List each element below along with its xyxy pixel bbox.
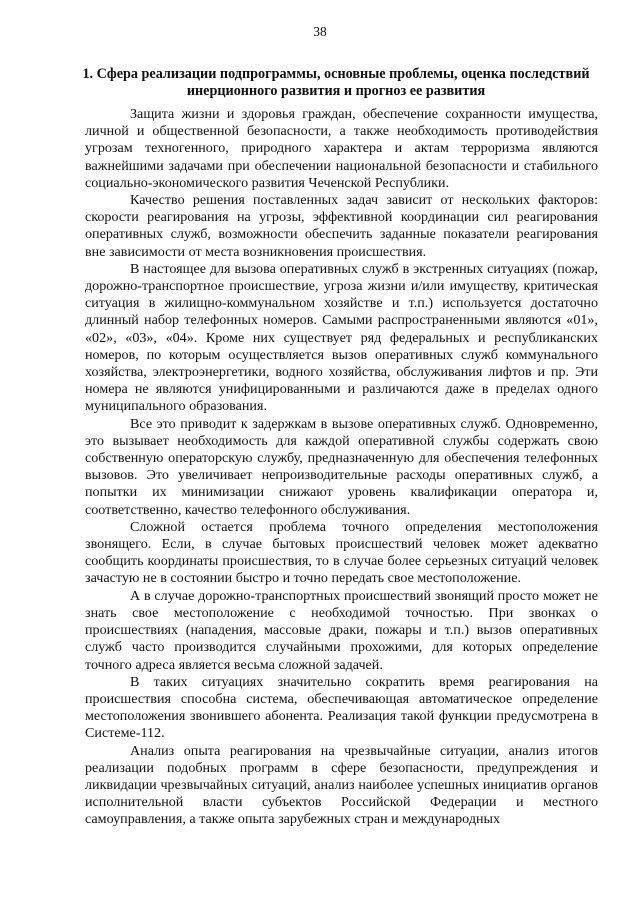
section-heading: 1. Сфера реализации подпрограммы, основные проблемы, оценка последствий инерционного развития и прогноз ее развития — [82, 66, 590, 99]
paragraph-7: В таких ситуациях значительно сократить время реагирования на происшествия способна система, обеспечивающая автоматическое определение местоположения звонившего абонента. Реализация такой функции предусмотрена в Системе-112. — [85, 673, 598, 742]
paragraph-3: В настоящее для вызова оперативных служб в экстренных ситуациях (пожар, дорожно-транспортное происшествие, угроза жизни и/или имуществу, критическая ситуация в жилищно-коммунальном хозяйстве и т.п.) используется достаточно длинный набор телефонных номеров. Самыми распространенными являются «01», «02», «03», «04». Кроме них существует ряд федеральных и республиканских номеров, по которым осуществляется вызов оперативных служб коммунального хозяйства, электроэнергетики, водного хозяйства, обслуживания лифтов и пр. Эти номера не являются унифицированными и различаются даже в пределах одного муниципального образования. — [85, 260, 598, 415]
paragraph-8: Анализ опыта реагирования на чрезвычайные ситуации, анализ итогов реализации подобных программ в сфере безопасности, предупреждения и ликвидации чрезвычайных ситуаций, анализ наиболее успешных инициатив органов исполнительной власти субъектов Российской Федерации и местного самоуправления, а также опыта зарубежных стран и международных — [85, 742, 598, 828]
paragraph-6: А в случае дорожно-транспортных происшествий звонящий просто может не знать свое местоположение с необходимой точностью. При звонках о происшествиях (нападения, массовые драки, пожары и т.п.) вызов оперативных служб часто производится случайными прохожими, для которых определение точного адреса является весьма сложной задачей. — [85, 587, 598, 673]
page-number: 38 — [313, 24, 327, 39]
paragraph-1: Защита жизни и здоровья граждан, обеспечение сохранности имущества, личной и общественной безопасности, а также необходимость противодействия угрозам техногенного, природного характера и актам терроризма являются важнейшими задачами при обеспечении национальной безопасности и стабильного социально-экономического развития Чеченской Республики. — [85, 106, 598, 191]
paragraph-4: Все это приводит к задержкам в вызове оперативных служб. Одновременно, это вызывает необходимость для каждой оперативной службы содержать свою собственную операторскую службу, предназначенную для обеспечения телефонных вызовов. Это увеличивает непроизводительные расходы оперативных служб, а попытки их минимизации снижают уровень квалификации оператора и, соответственно, качество телефонного обслуживания. — [85, 415, 598, 518]
paragraph-5: Сложной остается проблема точного определения местоположения звонящего. Если, в случае бытовых происшествий человек может адекватно сообщить координаты происшествия, то в случае более серьезных ситуаций человек зачастую не в состоянии быстро и точно передать свое местоположение. — [85, 518, 598, 587]
paragraph-2: Качество решения поставленных задач зависит от нескольких факторов: скорости реагирования на угрозы, эффективной координации сил реагирования оперативных служб, возможности обеспечить заданные показатели реагирования вне зависимости от места возникновения происшествия. — [85, 192, 598, 260]
body-text — [85, 106, 598, 829]
